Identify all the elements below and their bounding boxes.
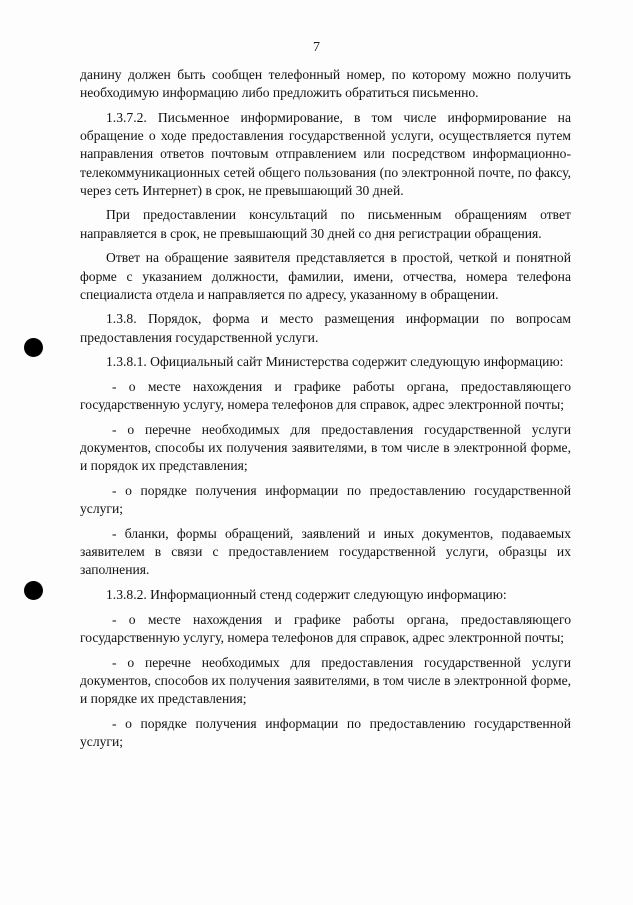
document-body: [80, 66, 571, 758]
paragraph-1-3-7-2: 1.3.7.2. Письменное информирование, в том числе информирование на обращение о ходе предоставления государственной услуги, осуществляется путем направления ответов почтовым отправлением или посредством информационно-телекоммуникационных сетей общего пользования (по электронной почте, по факсу, через сеть Интернет) в срок, не превышающий 30 дней.: [80, 109, 571, 198]
paragraph-1-3-8: 1.3.8. Порядок, форма и место размещения информации по вопросам предоставления государственной услуги.: [80, 311, 571, 345]
list-item-documents-list: - о перечне необходимых для предоставления государственной услуги документов, способов их получения заявителями, в том числе в электронной форме, и порядке их представления;: [80, 654, 571, 707]
list-item-documents-list: - о перечне необходимых для предоставления государственной услуги документов, способы их получения заявителями, в том числе в электронной форме, и порядок их представления;: [80, 421, 571, 474]
punch-hole-mark: [24, 581, 43, 600]
page-number: 7: [313, 40, 320, 55]
paragraph-continuation: данину должен быть сообщен телефонный номер, по которому можно получить необходимую информацию либо предложить обратиться письменно.: [80, 67, 571, 101]
paragraph-1-3-8-1: 1.3.8.1. Официальный сайт Министерства содержит следующую информацию:: [106, 354, 564, 370]
list-item-location-schedule: - о месте нахождения и графике работы органа, предоставляющего государственную услугу, номера телефонов для справок, адрес электронной почты;: [80, 611, 571, 645]
paragraph-consultation-deadline: При предоставлении консультаций по письменным обращениям ответ направляется в срок, не превышающий 30 дней со дня регистрации обращения.: [80, 207, 571, 241]
list-item-location-schedule: - о месте нахождения и графике работы органа, предоставляющего государственную услугу, номера телефонов для справок, адрес электронной почты;: [80, 379, 571, 413]
list-item-forms-samples: - бланки, формы обращений, заявлений и иных документов, подаваемых заявителем в связи с предоставлением государственной услуги, образцы их заполнения.: [80, 525, 571, 578]
list-item-info-procedure: - о порядке получения информации по предоставлению государственной услуги;: [80, 715, 571, 749]
list-item-info-procedure: - о порядке получения информации по предоставлению государственной услуги;: [80, 483, 571, 517]
paragraph-response-form: Ответ на обращение заявителя представляется в простой, четкой и понятной форме с указанием должности, фамилии, имени, отчества, номера телефона специалиста отдела и направляется по адресу, указанному в обращении.: [80, 250, 571, 302]
paragraph-1-3-8-2: 1.3.8.2. Информационный стенд содержит следующую информацию:: [106, 587, 507, 603]
punch-hole-mark: [24, 338, 43, 357]
